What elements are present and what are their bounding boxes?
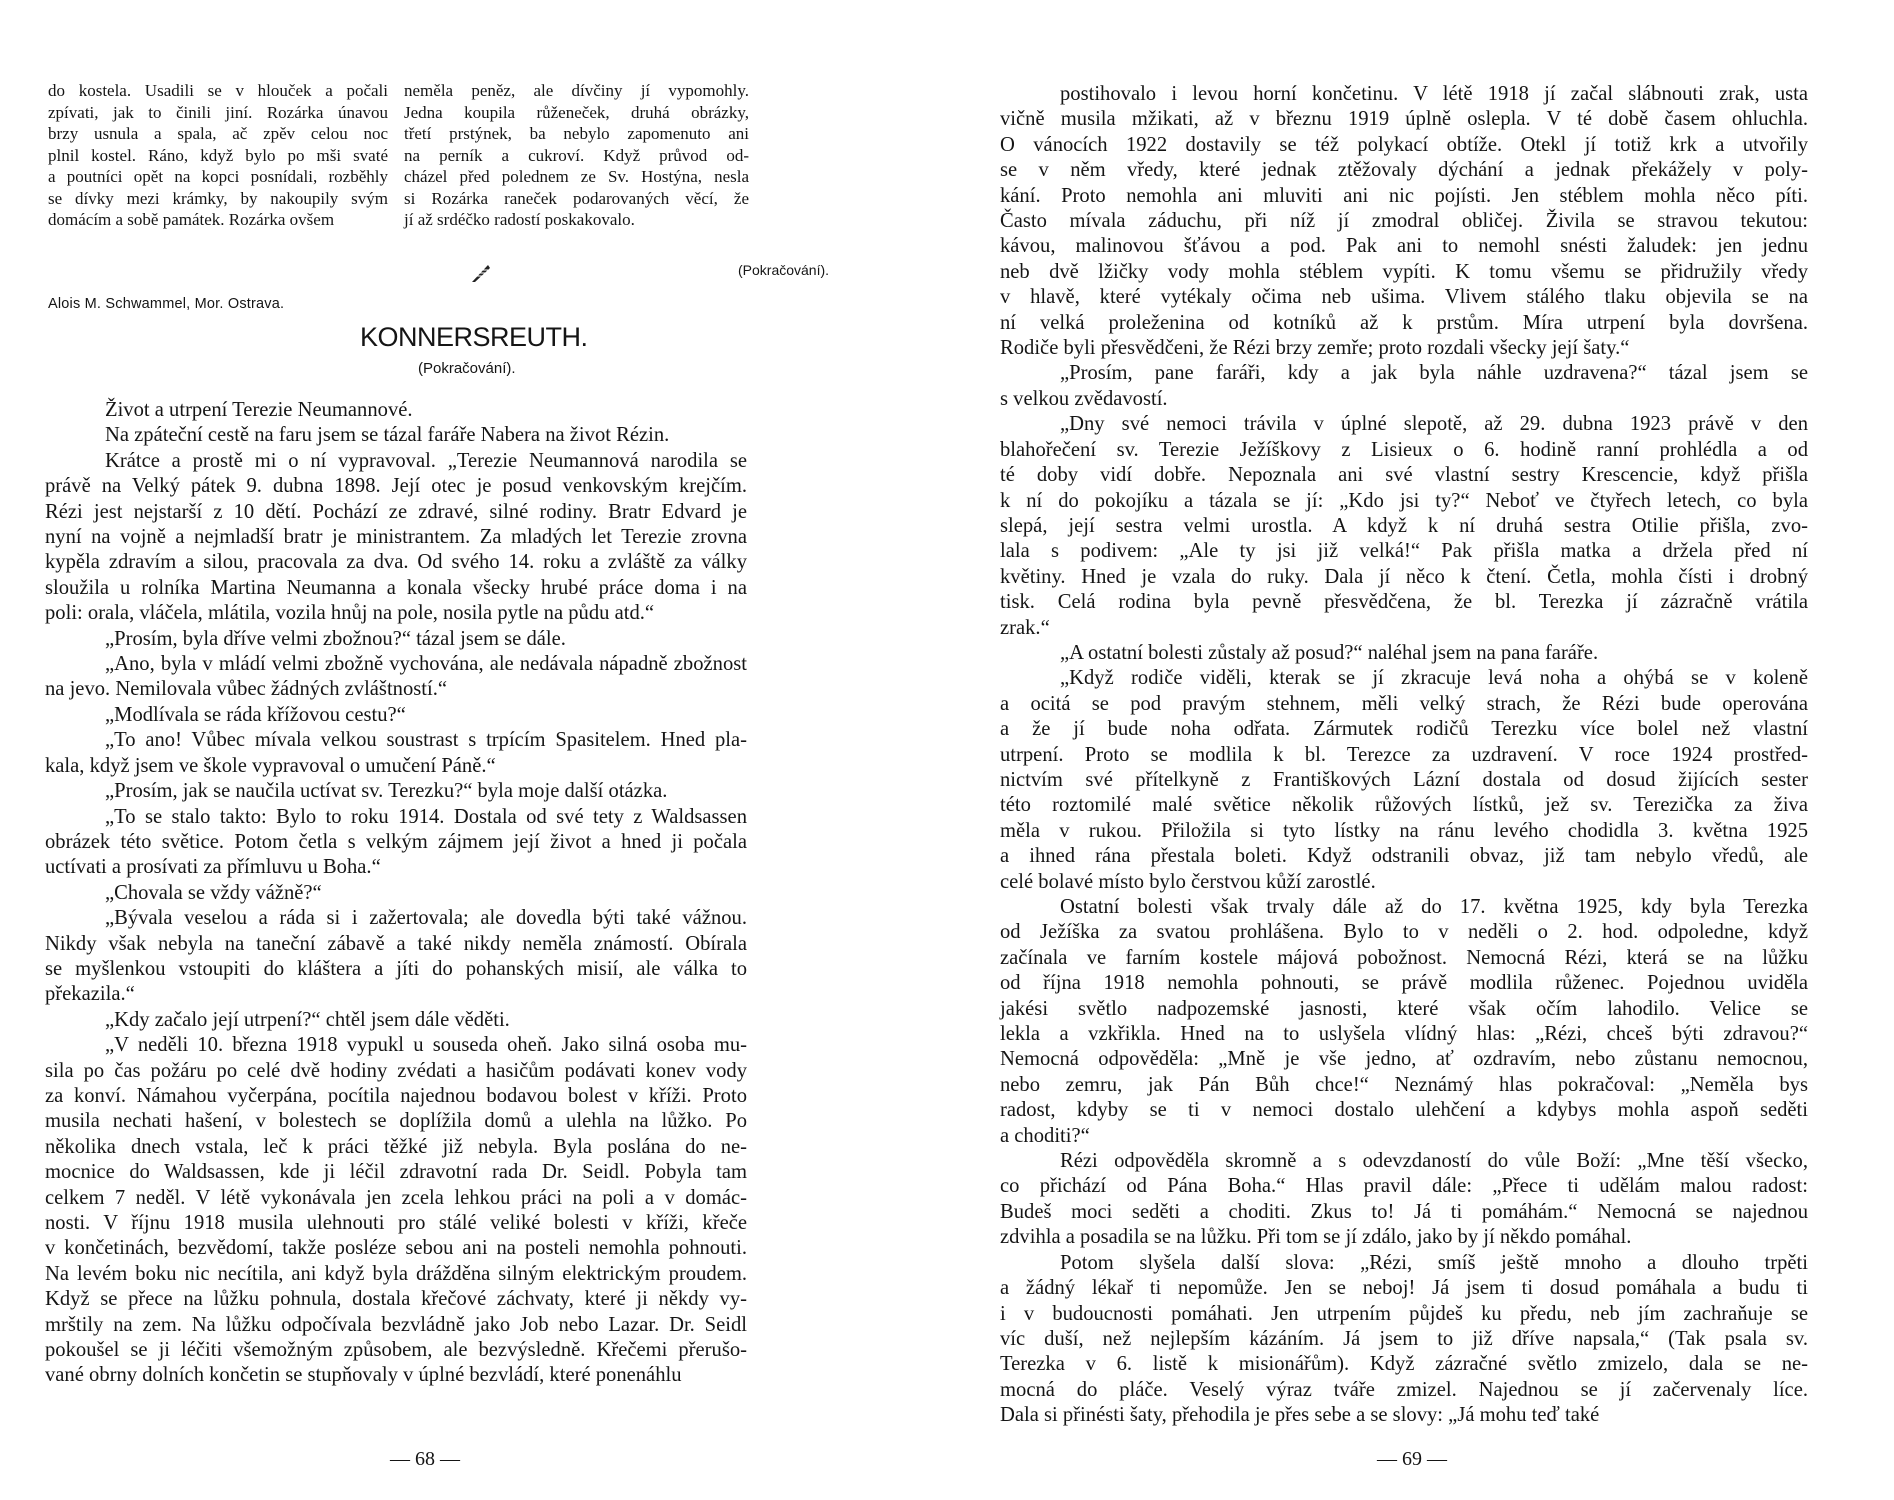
text-line: plnil kostel. Ráno, když bylo po mši svaté	[48, 145, 388, 165]
left-top-column-2	[404, 80, 749, 231]
page-number-right: — 69 —	[1377, 1448, 1447, 1470]
text-line: blahořečení sv. Terezie Ježíškovy z Lisieux o 6. hodině ranní prohlédla a od	[1000, 438, 1808, 461]
text-line: k ní do pokojíku a tázala se jí: „Kdo jsi ty?“ Neboť ve čtyřech letech, co byla	[1000, 489, 1808, 512]
text-line: O vánocích 1922 dostavily se též polykací obtíže. Otekl jí totiž krk a utvořily	[1000, 133, 1808, 156]
text-line: kání. Proto nemohla ani mluviti ani nic pojísti. Jen stéblem mohla něco píti.	[1000, 184, 1808, 207]
text-line: kypěla zdravím a silou, pracovala za dva. Od svého 14. roku a zvláště za války	[45, 551, 747, 574]
text-line: překazila.“	[45, 983, 135, 1006]
text-line: zdvihla a posadila se na lůžku. Při tom se jí zdálo, jako by jí někdo pomáhal.	[1000, 1226, 1632, 1249]
text-line: Život a utrpení Terezie Neumannové.	[105, 399, 413, 421]
text-line: nictvím své přítelkyně z Františkových Lázní dostala od dosud žijících sester	[1000, 768, 1808, 791]
text-line: Často mívala záduchu, při níž jí zmodral obličej. Živila se stravou tekutou:	[1000, 210, 1808, 233]
text-line: sila po čas požáru po celé dvě hodiny zvédati a hasičům podávati konev vody	[45, 1059, 747, 1082]
text-line: jí až srdéčko radostí poskakovalo.	[404, 210, 635, 229]
text-line: Potom slyšela další slova: „Rézi, smíš ještě mnoho a dlouho trpěti	[1060, 1251, 1808, 1274]
text-line: „Modlívala se ráda křížovou cestu?“	[105, 703, 406, 726]
text-line: „Bývala veselou a ráda si i zažertovala; ale dovedla býti také vážnou.	[105, 907, 747, 930]
text-line: zrak.“	[1000, 616, 1050, 639]
text-line: „To ano! Vůbec mívala velkou soustrast s trpícím Spasitelem. Hned pla-	[105, 729, 747, 752]
text-line: Jedna koupila růženeček, druhá obrázky,	[404, 102, 749, 122]
text-line: na jevo. Nemilovala vůbec žádných zvláštností.“	[45, 678, 448, 701]
text-line: začínala ve farním kostele májová pobožnost. Nemocná Rézi, která se na lůžku	[1000, 946, 1808, 969]
text-line: Když se přece na lůžku pohnula, dostala křečové záchvaty, které ji někdy vy-	[45, 1288, 747, 1311]
text-line: kala, když jsem ve škole vypravoval o umučení Páně.“	[45, 754, 496, 777]
text-line: právě na Velký pátek 9. dubna 1898. Její otec je posud venkovským krejčím.	[45, 475, 747, 498]
text-line: slepá, její sestra velmi urostla. A když k ní druhá sestra Otilie přišla, zvo-	[1000, 514, 1808, 537]
text-line: nyní na vojně a nejmladší bratr je ministrantem. Za mladých let Terezie zrovna	[45, 526, 747, 549]
text-line: a že jí bude noha odřata. Zármutek rodičů Terezku více bolel než vlastní	[1000, 718, 1808, 741]
text-line: pokoušel se ji léčiti všemožným způsobem, ale bezvýsledně. Křečemi přerušo-	[45, 1339, 747, 1362]
article-title: KONNERSREUTH.	[360, 322, 588, 352]
text-line: a žádný lékař ti nepomůže. Jen se neboj! Já jsem ti dosud pomáhala a budu ti	[1000, 1277, 1808, 1300]
text-line: Krátce a prostě mi o ní vypravoval. „Terezie Neumannová narodila se	[105, 449, 747, 472]
text-line: mocná do pláče. Veselý výraz tváře zmizel. Najednou se jí začervenaly líce.	[1000, 1378, 1808, 1401]
text-line: utrpení. Proto se modlila k bl. Terezce za uzdravení. V roce 1924 prostřed-	[1000, 743, 1808, 766]
text-line: a ocitá se pod pravým stehnem, měli velký strach, že Rézi bude operována	[1000, 692, 1808, 715]
text-line: Rodiče byli přesvědčeni, že Rézi brzy zemře; proto rozdali všecky její šaty.“	[1000, 337, 1630, 360]
text-line: obrázek této světice. Potom četla s velkým zájmem její život a hned ji počala	[45, 830, 747, 853]
text-line: brzy usnula a spala, ač zpěv celou noc	[48, 124, 388, 143]
text-line: neměla peněz, ale dívčiny jí vypomohly.	[404, 81, 749, 100]
text-line: si Rozárka raneček podarovaných věcí, že	[404, 188, 749, 208]
text-line: „Dny své nemoci trávila v úplné slepotě, až 29. dubna 1923 právě v den	[1060, 413, 1808, 436]
text-line: v hlavě, které vytékaly očima neb ušima. Vlivem stálého tlaku objevila se na	[1000, 286, 1808, 309]
text-line: třetí prstýnek, ba nebylo zapomenuto ani	[404, 124, 749, 143]
text-line: uctívati a prosívati za přímluvu u Boha.“	[45, 856, 381, 879]
text-line: Rézi jest nejstarší z 10 dětí. Pochází ze zdravé, silné rodiny. Bratr Edvard je	[45, 500, 747, 523]
left-top-column-1	[48, 80, 388, 231]
text-line: této roztomilé malé světice několik růžových lístků, jež sv. Terezička za živa	[1000, 794, 1808, 817]
text-line: Dala si přinésti šaty, přehodila je přes sebe a se slovy: „Já mohu teď také	[1000, 1404, 1600, 1427]
text-line: na perník a cukroví. Když průvod od-	[404, 145, 749, 165]
text-line: „V neděli 10. března 1918 vypukl u souseda oheň. Jako silná osoba mu-	[105, 1034, 747, 1057]
text-line: nebo zemru, jak Pán Bůh chce!“ Neznámý hlas pokračoval: „Neměla bys	[1000, 1073, 1808, 1096]
text-line: květiny. Hned je vzala do ruky. Dala jí něco k čtení. Četla, mohla čísti i drobný	[1000, 565, 1808, 588]
text-line: neb dvě lžičky vody mohla stéblem vypíti. K tomu všemu se přidružily vředy	[1000, 260, 1808, 283]
text-line: „Když rodiče viděli, kterak se jí zkracuje levá noha a ohýbá se v koleně	[1060, 667, 1808, 690]
text-line: od Ježíška za svatou prohlášena. Bylo to v neděli o 2. hod. odpoledne, když	[1000, 921, 1808, 944]
text-line: víc duší, než nejlepším kázáním. Já jsem to již dříve napsala,“ (Tak psala sv.	[1000, 1327, 1808, 1350]
text-line: se v něm vředy, které jednak ztěžovaly dýchání a jednak překážely v poly-	[1000, 159, 1808, 182]
text-line: domácím a sobě památek. Rozárka ovšem	[48, 210, 335, 229]
text-line: mocnice do Waldsassen, kde ji léčil zdravotní rada Dr. Seidl. Pobyla tam	[45, 1161, 747, 1184]
text-line: i v budoucnosti pomáhati. Jen utrpením půjdeš ku předu, neb jím zachraňuje se	[1000, 1302, 1808, 1325]
text-line: poli: orala, vláčela, mlátila, vozila hnůj na pole, nosila pytle na půdu atd.“	[45, 602, 655, 625]
text-line: tisk. Celá rodina byla pevně přesvědčena, že bl. Terezka jí zázračně vrátila	[1000, 591, 1808, 614]
text-line: té doby vidí dobře. Nepoznala ani své vlastní sestry Krescencie, když přišla	[1000, 464, 1808, 487]
text-line: od října 1918 nemohla pohnouti, se právě modlila růženec. Pojednou uviděla	[1000, 972, 1808, 995]
text-line: celé bolavé místo bylo čerstvou kůží zarostlé.	[1000, 870, 1376, 893]
text-line: Nikdy však nebyla na taneční zábavě a také nikdy neměla známostí. Obírala	[45, 932, 747, 955]
text-line: Na zpáteční cestě na faru jsem se tázal faráře Nabera na život Rézin.	[105, 424, 670, 447]
text-line: a ihned rána přestala boleti. Když odstranili obvaz, již tam nebylo vředů, ale	[1000, 845, 1808, 868]
text-line: ní velká proleženina od kotníků až k prstům. Míra utrpení byla dovršena.	[1000, 311, 1808, 334]
text-line: Terezka v 6. listě k misionářům). Když zázračné světlo zmizelo, dala se ne-	[1000, 1353, 1808, 1376]
page-number-left: — 68 —	[390, 1448, 460, 1470]
text-line: Rézi odpověděla skromně a s odevzdaností do vůle Boží: „Mne těší všecko,	[1060, 1150, 1808, 1173]
text-line: sloužila u rolníka Martina Neumanna a konala všecky hrubé práce doma i na	[45, 576, 747, 599]
left-main-text	[45, 398, 747, 1389]
text-line: jakési světlo nadpozemské jasnosti, které však očím lahodilo. Velice se	[1000, 997, 1808, 1020]
text-line: „A ostatní bolesti zůstaly až posud?“ naléhal jsem na pana faráře.	[1060, 641, 1599, 664]
text-line: „Prosím, byla dříve velmi zbožnou?“ tázal jsem se dále.	[105, 627, 566, 650]
text-line: co přichází od Pána Boha.“ Hlas pravil dále: „Přece ti udělám malou radost:	[1000, 1175, 1808, 1198]
text-line: se dívky mezi krámky, by nakoupily svým	[48, 188, 388, 208]
text-line: nosti. V říjnu 1918 musila ulehnouti pro stálé veliké bolesti v kříži, křeče	[45, 1212, 747, 1234]
text-line: cházel před polednem ze Sv. Hostýna, nesla	[404, 167, 749, 186]
text-line: „Chovala se vždy vážně?“	[105, 881, 322, 904]
author-line: Alois M. Schwammel, Mor. Ostrava.	[48, 296, 285, 312]
text-line: kávou, malinovou šťávou a pod. Pak ani to nemohl snésti žaludek: jen jednu	[1000, 235, 1808, 258]
text-line: mrštily na zem. Na lůžku odpočívala bezvládně jako Job nebo Lazar. Dr. Seidl	[45, 1313, 747, 1336]
text-line: a poutníci opět na kopci posnídali, rozběhly	[48, 167, 388, 186]
text-line: Ostatní bolesti však trvaly dále až do 17. května 1925, kdy byla Terezka	[1060, 896, 1808, 918]
text-line: několika dnech vstala, leč k práci těžké již nebyla. Byla poslána do ne-	[45, 1135, 747, 1158]
text-line: v končetinách, bezvědomí, takže posléze sebou ani na posteli nemohla pohnouti.	[45, 1237, 747, 1260]
text-line: Nemocná odpověděla: „Mně je vše jedno, ať ozdravím, nebo zůstanu nemocnou,	[1000, 1048, 1808, 1071]
text-line: „Prosím, pane faráři, kdy a jak byla náhle uzdravena?“ tázal jsem se	[1060, 362, 1808, 385]
text-line: s velkou zvědavostí.	[1000, 387, 1168, 410]
text-line: vané obrny dolních končetin se stupňovaly v úplné bezvládí, které ponenáhlu	[45, 1364, 682, 1387]
text-line: a choditi?“	[1000, 1124, 1090, 1147]
text-line: radost, kdyby se ti v nemoci dostalo ulehčení a kdybys mohla aspoň seděti	[1000, 1099, 1808, 1122]
text-line: vičně musila mžikati, až v březnu 1919 úplně oslepla. V té době časem ohluchla.	[1000, 108, 1808, 131]
right-page	[947, 0, 1894, 1500]
text-line: měla v rukou. Přiložila si tyto lístky na ránu levého chodidla 3. května 1925	[1000, 819, 1808, 842]
text-line: za konví. Námahou vyčerpána, pocítila najednou bodavou bolest v kříži. Proto	[45, 1084, 747, 1107]
text-line: „Prosím, jak se naučila uctívat sv. Terezku?“ byla moje další otázka.	[105, 780, 668, 803]
article-subtitle: (Pokračování).	[418, 360, 516, 377]
text-line: musila nechati hašení, v bolestech se doplížila domů a ulehla na lůžko. Po	[45, 1110, 747, 1133]
text-line: „Ano, byla v mládí velmi zbožně vychována, ale nedávala nápadně zbožnost	[105, 653, 747, 676]
text-line: postihovalo i levou horní končetinu. V létě 1918 jí začal slábnouti zrak, usta	[1060, 83, 1808, 105]
text-line: lekla a vzkřikla. Hned na to uslyšela vlídný hlas: „Rézi, chceš býti zdravou?“	[1000, 1023, 1808, 1046]
text-line: „Kdy začalo její utrpení?“ chtěl jsem dále věděti.	[105, 1008, 510, 1031]
text-line: celkem 7 neděl. V létě vykonávala jen zcela lehkou práci na poli a v domác-	[45, 1186, 747, 1209]
text-line: Budeš moci seděti a choditi. Zkus to! Já ti pomáhám.“ Nemocná se najednou	[1000, 1200, 1808, 1223]
text-line: se myšlenkou vstoupiti do kláštera a jíti do pohanských misií, ale válka to	[45, 957, 747, 980]
text-line: Na levém boku nic necítila, ani když byla drážděna silným elektrickým proudem.	[45, 1262, 747, 1285]
text-line: lala s podivem: „Ale ty jsi již velká!“ Pak přišla matka a držela před ní	[1000, 540, 1808, 563]
quill-ornament-icon	[470, 262, 492, 284]
right-main-text	[1000, 82, 1808, 1429]
continued-note: (Pokračování).	[738, 262, 830, 278]
text-line: zpívati, jak to činili jiní. Rozárka únavou	[48, 102, 388, 122]
text-line: „To se stalo takto: Bylo to roku 1914. Dostala od své tety z Waldsassen	[105, 805, 747, 828]
text-line: do kostela. Usadili se v hlouček a počali	[48, 81, 388, 100]
